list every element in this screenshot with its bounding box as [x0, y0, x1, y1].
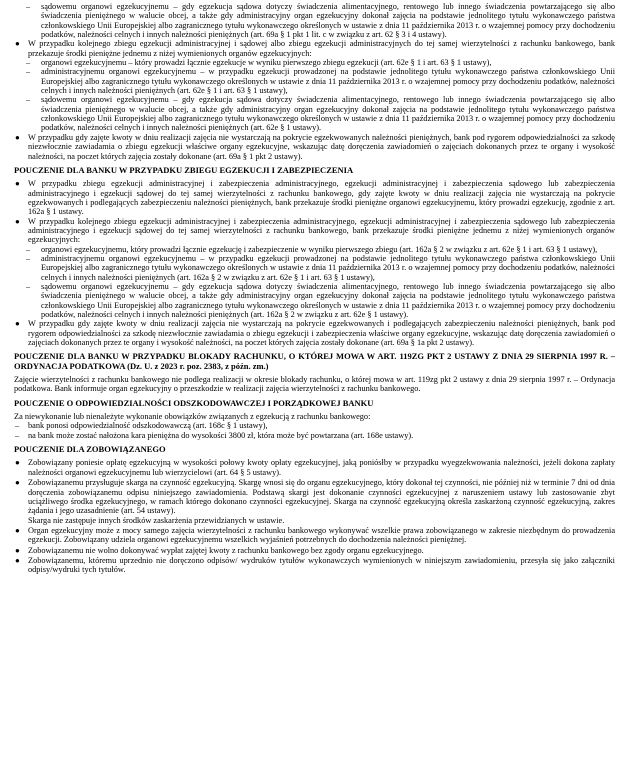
list-item: ● W przypadku gdy zajęte kwoty w dniu realizacji zajęcia nie wystarczają na pokrycie egzekwowanych należności pieniężnych, bank pod rygorem odpowiedzialności za szkodę niezwłocznie zawiadamia o zbiegu egzekucji właściwe organy egzekucyjne, wskazując datę doręczenia zawiadomień o zajęciach dokonanych przez te organy i wysokość należności, na poczet których zajęcia zostały dokonane (art. 69a § 1 pkt 2 ustawy). [15, 132, 615, 161]
list-item: ● W przypadku kolejnego zbiegu egzekucji administracyjnej i zabezpieczenia administracyjnego, egzekucji administracyjnej i zabezpieczenia sądowego lub zabezpieczenia administracyjnego i egzekucji sądowej do tej samej wierzytelności z rachunku bankowego, bank przekazuje środki pieniężne jednemu z niżej wymienionych organów egzekucyjnych: [15, 216, 615, 245]
bullet-marker: ● [15, 39, 20, 49]
bullet-marker: ● [15, 545, 20, 555]
list-item: ● Zobowiązanemu, któremu uprzednio nie doręczono odpisów/ wydruków tytułów wykonawczych wymienionych w niniejszym zawiadomieniu, przesyła się jako załączniki odpisy/wydruki tych tytułów. [15, 555, 615, 575]
paragraph: Skarga nie zastępuje innych środków zaskarżenia przewidzianych w ustawie. [28, 515, 285, 525]
list-subitem: – administracyjnemu organowi egzekucyjnemu – w przypadku egzekucji prowadzonej na podstawie jednolitego tytułu wykonawczego państwa członkowskiego Unii Europejskiej albo zagranicznego tytułu wykonawczego określonych w ustawie z dnia 11 października 2013 r. o wzajemnej pomocy przy dochodzeniu podatków, należności celnych i innych należności pieniężnych (art. 162a § 2 w związku z art. 62e § 1 i art. 63 § 1 ustawy), [26, 253, 615, 282]
dash-marker: – [26, 244, 31, 254]
list-subitem: – organowi egzekucyjnemu – który prowadzi łącznie egzekucje w wyniku pierwszego zbiegu egzekucji (art. 62e § 1 i art. 63 § 1 ustawy), [26, 58, 492, 68]
dash-marker: – [26, 253, 31, 263]
bullet-marker: ● [15, 319, 20, 329]
list-item: ● Organ egzekucyjny może z mocy samego zajęcia wierzytelności z rachunku bankowego wykonywać wszelkie prawa zobowiązanego w zakresie niezbędnym do prowadzenia egzekucji. Zobowiązany udziela organowi egzekucyjnemu wszelkich wyjaśnień potrzebnych do dochodzenia należności pieniężnej. [15, 525, 615, 545]
list-item: ● W przypadku gdy zajęte kwoty w dniu realizacji zajęcia nie wystarczają na pokrycie egzekwowanych i podlegających zabezpieczeniu należności pieniężnych, bank pod rygorem odpowiedzialności za szkodę niezwłocznie zawiadamia o zbiegu egzekucji i zabezpieczenia właściwe organy egzekucyjne, wskazując datę doręczenia zawiadomień o zajęciach dokonanych przez te organy i wysokość należności, na poczet których zajęcia zostały dokonane (art. 69a § 1a pkt 2 ustawy). [15, 319, 615, 348]
list-subitem: – na bank może zostać nałożona kara pieniężna do wysokości 3800 zł, która może być powtarzana (art. 168e ustawy). [15, 430, 414, 440]
paragraph: Za niewykonanie lub nienależyte wykonanie obowiązków związanych z egzekucją z rachunku bankowego: [14, 412, 371, 422]
section-heading: POUCZENIE O ODPOWIEDZIALNOŚCI ODSZKODOWAWCZEJ I PORZĄDKOWEJ BANKU [14, 397, 374, 408]
dash-marker: – [26, 95, 31, 105]
list-item: ● W przypadku kolejnego zbiegu egzekucji administracyjnej i sądowej albo zbiegu egzekucji administracyjnych do tej samej wierzytelności z rachunku bankowego, bank przekazuje środki pieniężne jednemu z niżej wymienionych organów egzekucyjnych: [15, 39, 615, 58]
bullet-marker: ● [15, 132, 20, 142]
list-subitem: – sądowemu organowi egzekucyjnemu – gdy egzekucja sądowa dotyczy świadczenia alimentacyjnego, rentowego lub innego świadczenia powtarzającego się albo świadczenia pieniężnego w walucie obcej, a także gdy administracyjny organ egzekucyjny dokonał zajęcia na podstawie jednolitego tytułu wykonawczego państwa członkowskiego Unii Europejskiej albo zagranicznego tytułu wykonawczego określonych w ustawie z dnia 11 października 2013 r. o wzajemnej pomocy przy dochodzeniu podatków, należności celnych i innych należności pieniężnych (art. 69a § 1 pkt 1 lit. c w związku z art. 62 § 3 i 4 ustawy). [26, 2, 615, 40]
list-subitem: – bank ponosi odpowiedzialność odszkodowawczą (art. 168c § 1 ustawy), [15, 421, 268, 431]
dash-marker: – [15, 430, 20, 440]
paragraph: Zajęcie wierzytelności z rachunku bankowego nie podlega realizacji w okresie blokady rachunku, o której mowa w art. 119zg pkt 2 ustawy z dnia 29 sierpnia 1997 r. – Ordynacja podatkowa. Bank informuje organ egzekucyjny o przeszkodzie w realizacji zajęcia wierzytelności z rachunku bankowego. [14, 375, 615, 394]
dash-marker: – [26, 67, 31, 77]
list-item: ● Zobowiązany poniesie opłatę egzekucyjną w wysokości połowy kwoty opłaty egzekucyjnej, jaką poniósłby w przypadku wyegzekwowania należności, jeżeli dokona zapłaty należności organowi egzekucyjnemu lub wierzycielowi (art. 64 § 5 ustawy). [15, 458, 615, 477]
dash-marker: – [26, 281, 31, 291]
list-subitem: – administracyjnemu organowi egzekucyjnemu – w przypadku egzekucji prowadzonej na podstawie jednolitego tytułu wykonawczego państwa członkowskiego Unii Europejskiej albo zagranicznego tytułu wykonawczego określonych w ustawie z dnia 11 października 2013 r. o wzajemnej pomocy przy dochodzeniu podatków, należności celnych i innych należności pieniężnych (art. 62e § 1 i art. 63 § 1 ustawy), [26, 67, 615, 96]
list-item: ● W przypadku zbiegu egzekucji administracyjnej i zabezpieczenia administracyjnego, egzekucji administracyjnej i zabezpieczenia sądowego lub zabezpieczenia administracyjnego i egzekucji sądowej do tej samej wierzytelności z rachunku bankowego, gdy zajęte kwoty w dniu realizacji zajęcia nie wystarczają na pokrycie egzekwowanych i podlegających zabezpieczeniu należności pieniężnych, bank przekazuje środki pieniężne organowi egzekucyjnemu, który prowadzi egzekucję, zgodnie z art. 162a § 1 ustawy. [15, 179, 615, 217]
list-item: ● Zobowiązanemu przysługuje skarga na czynność egzekucyjną. Skargę wnosi się do organu egzekucyjnego, który dokonał tej czynności, nie później niż w terminie 7 dni od dnia doręczenia zobowiązanemu odpisu niniejszego zawiadomienia. Podstawą skargi jest dokonanie czynności egzekucyjnej z naruszeniem ustawy lub zastosowanie zbyt uciążliwego środka egzekucyjnego, w ramach którego dokonano czynności egzekucyjnej. Skarga na czynność egzekucyjną określa zaskarżoną czynność egzekucyjną, zakres żądania i jego uzasadnienie (art. 54 ustawy). [15, 478, 615, 516]
bullet-marker: ● [15, 216, 20, 226]
bullet-marker: ● [15, 525, 20, 535]
bullet-marker: ● [15, 555, 20, 565]
bullet-marker: ● [15, 478, 20, 488]
list-item: ● Zobowiązanemu nie wolno dokonywać wypłat zajętej kwoty z rachunku bankowego bez zgody organu egzekucyjnego. [15, 545, 424, 555]
list-subitem: – sądowemu organowi egzekucyjnemu – gdy egzekucja sądowa dotyczy świadczenia alimentacyjnego, rentowego lub innego świadczenia powtarzającego się albo świadczenia pieniężnego w walucie obcej, a także gdy administracyjny organ egzekucyjny dokonał zajęcia na podstawie jednolitego tytułu wykonawczego państwa członkowskiego Unii Europejskiej albo zagranicznego tytułu wykonawczego określonych w ustawie z dnia 11 października 2013 r. o wzajemnej pomocy przy dochodzeniu podatków, należności celnych i innych należności pieniężnych (art. 162a § 2 w związku z art. 62e § 1 ustawy). [26, 281, 615, 319]
dash-marker: – [15, 421, 20, 431]
list-subitem: – sądowemu organowi egzekucyjnemu – gdy egzekucja sądowa dotyczy świadczenia alimentacyjnego, rentowego lub innego świadczenia powtarzającego się albo świadczenia pieniężnego w walucie obcej, a także gdy administracyjny organ egzekucyjny dokonał zajęcia na podstawie jednolitego tytułu wykonawczego państwa członkowskiego Unii Europejskiej albo zagranicznego tytułu wykonawczego określonych w ustawie z dnia 11 października 2013 r. o wzajemnej pomocy przy dochodzeniu podatków, należności celnych i innych należności pieniężnych (art. 62e § 1 ustawy). [26, 95, 615, 133]
dash-marker: – [26, 58, 31, 68]
dash-marker: – [26, 2, 31, 11]
bullet-marker: ● [15, 179, 20, 189]
section-heading: POUCZENIE DLA ZOBOWIĄZANEGO [14, 444, 166, 455]
section-heading: POUCZENIE DLA BANKU W PRZYPADKU BLOKADY RACHUNKU, O KTÓREJ MOWA W ART. 119ZG PKT 2 USTAWY Z DNIA 29 SIERPNIA 1997 R. – ORDYNACJA PODATKOWA (Dz. U. z 2023 r. poz. 2383, z późn. zm.) [14, 351, 615, 371]
bullet-marker: ● [15, 458, 20, 468]
section-heading: POUCZENIE DLA BANKU W PRZYPADKU ZBIEGU EGZEKUCJI I ZABEZPIECZENIA [14, 164, 354, 175]
list-subitem: – organowi egzekucyjnemu, który prowadzi łącznie egzekucję i zabezpieczenie w wyniku pierwszego zbiegu (art. 162a § 2 w związku z art. 62e § 1 i art. 63 § 1 ustawy), [26, 244, 598, 254]
